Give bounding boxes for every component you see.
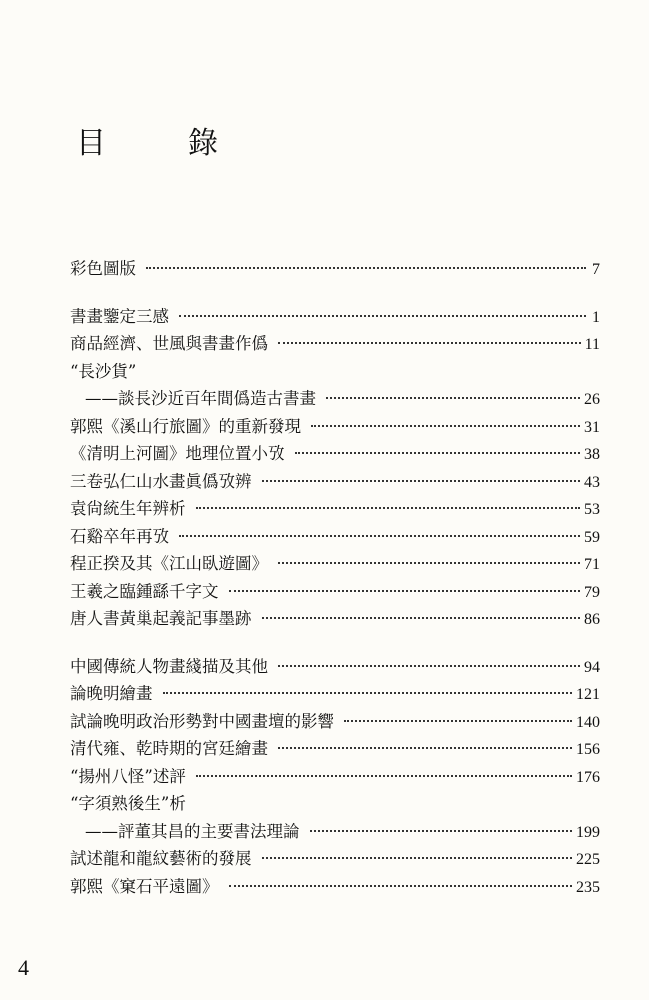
toc-entry [70, 763, 600, 791]
dot-leader [310, 830, 573, 832]
dot-leader [262, 480, 581, 482]
toc-entry-title: 試論晚明政治形勢對中國畫壇的影響 [70, 711, 334, 731]
toc-entry-title: ——評董其昌的主要書法理論 [85, 821, 300, 841]
toc-entry-title: 彩色圖版 [70, 259, 136, 278]
toc-group [70, 255, 600, 283]
dot-leader [196, 775, 572, 777]
toc-entry-page: 199 [576, 823, 600, 841]
toc-entry [70, 385, 600, 413]
page-title: 目 錄 [76, 126, 244, 161]
dot-leader [344, 720, 572, 722]
toc-entry-page: 7 [592, 261, 600, 278]
page-number: 4 [18, 955, 29, 980]
toc-entry-page: 11 [584, 336, 600, 353]
toc-entry-page: 156 [576, 741, 600, 758]
toc-entry-title: 郭熙《窠石平遠圖》 [70, 876, 219, 896]
toc-entry [70, 413, 600, 441]
toc-entry-title: 王羲之臨鍾繇千字文 [70, 581, 219, 601]
toc-entry-page: 26 [584, 391, 600, 408]
toc-entry-title: ——談長沙近百年間僞造古書畫 [85, 389, 316, 408]
toc-entry-title: 論晚明繪畫 [70, 684, 153, 703]
toc-entry-title: 程正揆及其《江山臥遊圖》 [70, 554, 268, 573]
toc-entry-title: 書畫鑒定三感 [70, 306, 169, 326]
toc-entry-page: 71 [584, 556, 600, 573]
toc-entry-page: 86 [584, 611, 600, 628]
dot-leader [179, 315, 586, 317]
toc-entry-page: 121 [576, 686, 600, 703]
toc-entry-page: 1 [592, 308, 600, 326]
toc-entry-page: 59 [584, 528, 600, 546]
toc-entry [70, 845, 600, 873]
toc-entry-page: 140 [576, 713, 600, 731]
toc-entry [70, 818, 600, 846]
toc-entry [70, 790, 600, 818]
toc-entry-page: 225 [576, 851, 600, 868]
toc-entry [70, 495, 600, 523]
toc-entry-page: 53 [584, 501, 600, 518]
toc-entry-title: “長沙貨” [70, 361, 137, 381]
toc-entry [70, 653, 600, 681]
toc-entry-page: 235 [576, 878, 600, 896]
toc-entry [70, 550, 600, 578]
toc-entry-title: “揚州八怪”述評 [70, 766, 186, 786]
dot-leader [295, 452, 581, 454]
toc-entry [70, 440, 600, 468]
toc-entry-title: 《清明上河圖》地理位置小攷 [70, 444, 285, 463]
toc-entry-page: 43 [584, 473, 600, 491]
toc-entry-title: 試述龍和龍紋藝術的發展 [70, 849, 252, 868]
dot-leader [278, 562, 580, 564]
toc-entry-title: “字須熟後生”析 [70, 794, 186, 813]
toc-entry-title: 商品經濟、世風與書畫作僞 [70, 334, 268, 353]
toc-entry [70, 303, 600, 331]
toc-entry [70, 523, 600, 551]
toc-entry-page: 176 [576, 768, 600, 786]
toc-entry-page: 79 [584, 583, 600, 601]
toc-entry [70, 873, 600, 901]
dot-leader [163, 692, 573, 694]
toc-entry [70, 708, 600, 736]
dot-leader [229, 590, 581, 592]
dot-leader [262, 617, 581, 619]
toc-entry-page: 94 [584, 658, 600, 676]
toc-entry [70, 468, 600, 496]
toc-entry [70, 735, 600, 763]
dot-leader [229, 885, 573, 887]
dot-leader [326, 397, 580, 399]
toc-entry-title: 石谿卒年再攷 [70, 526, 169, 546]
toc-entry [70, 680, 600, 708]
toc-entry-title: 唐人書黃巢起義記事墨跡 [70, 609, 252, 628]
toc-entry-title: 清代雍、乾時期的宮廷繪畫 [70, 739, 268, 758]
dot-leader [146, 267, 586, 269]
toc-group [70, 303, 600, 633]
toc-entry-title: 三卷弘仁山水畫眞僞攷辨 [70, 471, 252, 491]
toc-entry-title: 郭熙《溪山行旅圖》的重新發現 [70, 416, 301, 436]
toc-entry-title: 袁尙統生年辨析 [70, 499, 186, 518]
toc-entry [70, 255, 600, 283]
dot-leader [179, 535, 580, 537]
dot-leader [196, 507, 581, 509]
dot-leader [311, 425, 580, 427]
toc-entry-page: 31 [584, 418, 600, 436]
toc-entry [70, 605, 600, 633]
toc-entry [70, 578, 600, 606]
dot-leader [278, 342, 581, 344]
toc-entry-title: 中國傳統人物畫綫描及其他 [70, 656, 268, 676]
dot-leader [278, 665, 580, 667]
dot-leader [262, 857, 573, 859]
toc-entry-page: 38 [584, 446, 600, 463]
toc-entry [70, 358, 600, 386]
dot-leader [278, 747, 572, 749]
table-of-contents [70, 255, 600, 920]
toc-group [70, 653, 600, 901]
toc-entry [70, 330, 600, 358]
